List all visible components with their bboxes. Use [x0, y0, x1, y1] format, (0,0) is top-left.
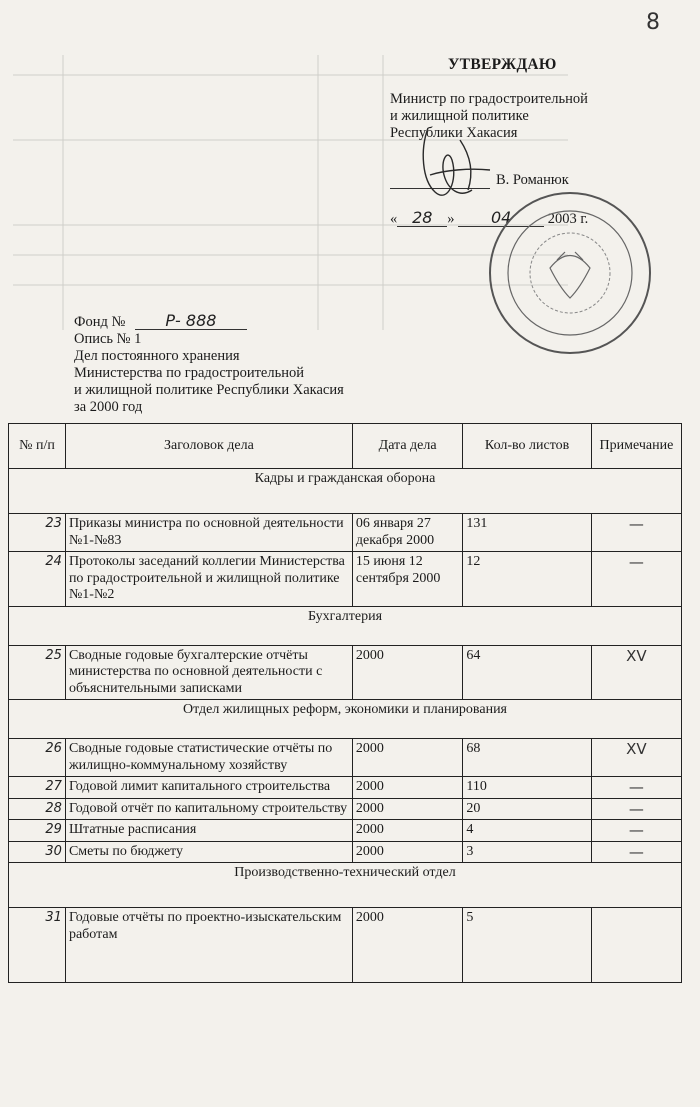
official-seal	[485, 188, 655, 358]
case-number: 28	[9, 798, 66, 820]
fond-number: Р- 888	[135, 312, 247, 330]
date-year: 2003 г.	[547, 211, 589, 227]
fond-title-line: и жилищной политике Республики Хакасия	[74, 382, 344, 398]
case-title: Годовой отчёт по капитальному строительству	[65, 798, 352, 820]
case-sheet-count: 131	[463, 514, 591, 552]
case-date: 06 января 27 декабря 2000	[352, 514, 463, 552]
case-number: 27	[9, 777, 66, 799]
case-title: Штатные расписания	[65, 820, 352, 842]
table-row	[9, 820, 682, 842]
table-row	[9, 514, 682, 552]
case-number: 26	[9, 739, 66, 777]
fond-label: Фонд №	[74, 314, 126, 330]
table-row	[9, 841, 682, 863]
case-date: 2000	[352, 777, 463, 799]
date-mid-quote: »	[447, 211, 455, 227]
case-note	[591, 908, 681, 983]
approver-position-line: Министр по градостроительной	[390, 91, 588, 107]
case-title: Годовой лимит капитального строительства	[65, 777, 352, 799]
case-sheet-count: 5	[463, 908, 591, 983]
case-title: Годовые отчёты по проектно-изыскательским работам	[65, 908, 352, 983]
case-sheet-count: 3	[463, 841, 591, 863]
date-day: 28	[397, 209, 447, 227]
opis-line: Опись № 1	[74, 331, 142, 347]
table-row	[9, 739, 682, 777]
column-header-date: Дата дела	[352, 424, 463, 469]
fond-title-line: Министерства по градостроительной	[74, 365, 304, 381]
case-number: 23	[9, 514, 66, 552]
case-date: 2000	[352, 908, 463, 983]
case-note: —	[591, 841, 681, 863]
case-date: 2000	[352, 820, 463, 842]
section-header-row	[9, 700, 682, 739]
case-number: 30	[9, 841, 66, 863]
case-title: Приказы министра по основной деятельности №1-№83	[65, 514, 352, 552]
case-title: Протоколы заседаний коллегии Министерства по градостроительной и жилищной политике №1-№2	[65, 552, 352, 607]
case-note: —	[591, 777, 681, 799]
approver-position-line: Республики Хакасия	[390, 125, 518, 141]
table-row	[9, 552, 682, 607]
column-header-number: № п/п	[9, 424, 66, 469]
case-number: 24	[9, 552, 66, 607]
case-sheet-count: 12	[463, 552, 591, 607]
date-month: 04	[458, 209, 544, 227]
case-number: 31	[9, 908, 66, 983]
fond-title-line: за 2000 год	[74, 399, 143, 415]
table-header-row	[9, 424, 682, 469]
case-note: —	[591, 552, 681, 607]
case-date: 15 июня 12 сентября 2000	[352, 552, 463, 607]
fond-title-line: Дел постоянного хранения	[74, 348, 240, 364]
column-header-sheets: Кол-во листов	[463, 424, 591, 469]
table-row	[9, 798, 682, 820]
column-header-title: Заголовок дела	[65, 424, 352, 469]
case-number: 29	[9, 820, 66, 842]
table-row	[9, 777, 682, 799]
section-title: Бухгалтерия	[9, 606, 682, 645]
case-sheet-count: 64	[463, 645, 591, 700]
case-date: 2000	[352, 645, 463, 700]
case-title: Сводные годовые бухгалтерские отчёты министерства по основной деятельности с объяснительными записками	[65, 645, 352, 700]
case-note: ХV	[591, 645, 681, 700]
section-header-row	[9, 863, 682, 908]
case-sheet-count: 68	[463, 739, 591, 777]
case-number: 25	[9, 645, 66, 700]
section-header-row	[9, 606, 682, 645]
page-number: 8	[646, 10, 660, 35]
case-note: —	[591, 820, 681, 842]
section-header-row	[9, 469, 682, 514]
case-title: Сводные годовые статистические отчёты по жилищно-коммунальному хозяйству	[65, 739, 352, 777]
approver-position-line: и жилищной политике	[390, 108, 529, 124]
signatory-name: В. Романюк	[496, 172, 569, 188]
inventory-table	[8, 423, 682, 983]
section-title: Производственно-технический отдел	[9, 863, 682, 908]
table-row	[9, 645, 682, 700]
case-sheet-count: 110	[463, 777, 591, 799]
table-row	[9, 908, 682, 983]
column-header-note: Примечание	[591, 424, 681, 469]
case-date: 2000	[352, 739, 463, 777]
section-title: Кадры и гражданская оборона	[9, 469, 682, 514]
date-open-quote: «	[390, 211, 398, 227]
section-title: Отдел жилищных реформ, экономики и планирования	[9, 700, 682, 739]
case-sheet-count: 4	[463, 820, 591, 842]
approval-heading: УТВЕРЖДАЮ	[448, 56, 557, 73]
case-note: —	[591, 514, 681, 552]
case-note: —	[591, 798, 681, 820]
case-sheet-count: 20	[463, 798, 591, 820]
case-date: 2000	[352, 841, 463, 863]
case-title: Сметы по бюджету	[65, 841, 352, 863]
case-date: 2000	[352, 798, 463, 820]
fond-line	[74, 312, 344, 331]
case-note: ХV	[591, 739, 681, 777]
fond-info	[74, 312, 344, 416]
